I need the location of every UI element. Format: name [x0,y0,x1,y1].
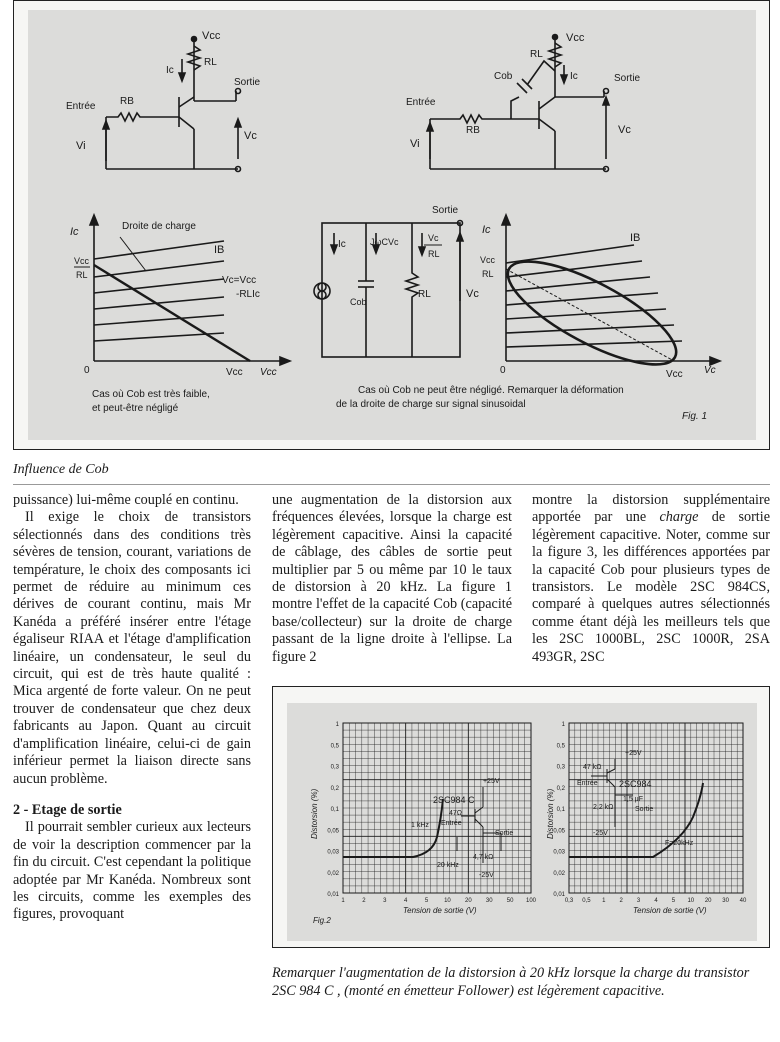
left-ytick: 0,02 [327,870,339,877]
label-rl-m: RL [418,289,431,300]
right-vplus: +25V [625,750,642,757]
distortion-graph-right [553,722,747,904]
figure-2-caption: Remarquer l'augmentation de la distorsion à 20 kHz lorsque la charge du transistor 2SC 984 C , (monté en émetteur Follower) est légèrement capacitive. [272,965,750,999]
label-jwcvc: JωCVc [370,237,399,247]
label-vi: Vi [76,140,86,152]
right-xtick: 5 [671,898,676,904]
note-left-2: et peut-être négligé [92,403,179,414]
label-ic-g: Ic [70,226,79,238]
left-vplus: +25V [483,778,500,785]
left-entree: Entrée [441,820,462,827]
xlabel-right: Tension de sortie (V) [633,906,707,915]
column-1 [13,492,251,924]
right-xtick: 10 [687,898,695,904]
label-sortie-m: Sortie [432,205,459,216]
label-vcc-r: Vcc [566,32,585,44]
left-xtick: 30 [485,898,493,904]
left-xtick: 3 [383,898,387,904]
right-ytick: 0,2 [556,785,565,792]
left-f1: 1 kHz [411,822,429,829]
right-ytick: 0,1 [556,807,565,813]
left-f2: 20 kHz [437,862,459,869]
right-r2: 2,2 kΩ [593,804,614,811]
xlabel-left: Tension de sortie (V) [403,906,477,915]
right-xtick: 30 [722,898,729,904]
label-vc-r: Vc [618,124,631,136]
label-origin-gr: 0 [500,365,506,376]
right-part: 2SC984 [619,779,652,789]
label-entree-r: Entrée [406,97,436,108]
right-ytick: 0,02 [553,870,565,877]
left-sortie: Sortie [495,830,514,837]
ylabel-right: Distorsion (%) [546,788,555,839]
left-vminus: -25V [479,872,494,879]
left-ytick: 0,1 [330,807,339,813]
label-cob-r: Cob [494,71,513,82]
right-c: 1,5 μF [623,796,643,803]
left-ytick: 0,3 [330,764,339,771]
right-ytick: 0,03 [553,849,565,856]
left-xtick: 4 [403,898,408,904]
right-ytick: 0,05 [553,828,565,835]
label-vi-r: Vi [410,138,420,150]
label-rl-r: RL [530,49,543,60]
label-rl-den-m: RL [428,249,440,259]
label-cob-m: Cob [350,297,367,307]
left-xtick: 20 [464,898,472,904]
label-rb: RB [120,96,134,107]
col1-p3: Il pourrait sembler curieux aux lecteurs de voir la description commencer par la fin du circuit. C'est cependant la politique adoptée par Mr Kanéda. Nombreux sont les circuits, comme les exemples des figures, provoquant [13,819,251,923]
figure-2-drawing [273,687,771,949]
label-vc-num: Vc [428,233,439,243]
right-sortie: Sortie [635,806,654,813]
left-ytick: 0,03 [327,849,339,856]
right-entree: Entrée [577,780,598,787]
label-rl-den: RL [76,270,88,280]
right-xtick: 0,3 [564,898,574,904]
label-ib: IB [214,244,225,256]
distortion-graph-left [327,722,536,904]
left-xtick: 2 [362,898,366,904]
right-xtick: 3 [636,898,641,904]
note-left-1: Cas où Cob est très faible, [92,389,210,400]
label-droite: Droite de charge [122,221,196,232]
divider [13,484,770,485]
right-vminus: -25V [593,830,608,837]
label-rl-den-gr: RL [482,269,494,279]
left-ytick: 0,5 [330,743,339,750]
right-xtick: 1 [602,898,606,904]
label-vcc-num: Vcc [74,256,90,266]
fig1-label: Fig. 1 [682,411,708,422]
ylabel-left: Distorsion (%) [310,788,319,839]
circuit-right [406,32,641,172]
section-heading: 2 - Etage de sortie [13,801,122,818]
label-origin: 0 [84,365,90,376]
left-ytick: 1 [335,722,339,728]
right-xtick: 4 [654,898,658,904]
label-vcc-num-gr: Vcc [480,255,496,265]
figure-1 [13,0,770,450]
right-ytick: 0,01 [553,892,565,898]
label-vcc: Vcc [202,30,221,42]
label-vcc-axis2: Vcc [260,367,277,378]
col3-p1: montre la distorsion supplémentaire apportée par une charge de sortie légèrement capacitive. Noter, comme sur la figure 3, les différences apportées par la capacité Cob pour plusieurs types de transistors. Le modèle 2SC 984CS, comparé à quelques autres sélectionnés comme étant déjà les meilleurs tels que les 2SC 1000BL, 2SC 1000R, 2SA 493GR, 2SC [532,492,770,665]
figure-2 [272,686,770,948]
figure-1-drawing [14,1,771,451]
right-ytick: 0,5 [556,743,565,750]
left-xtick: 10 [444,898,451,904]
col1-p2: Il exige le choix de transistors sélectionnés dans des conditions très sévères de tension, courant, variations de température, le choix des composants ici permet de réduire au minimum ces dérives de courant continu, mais Mr Kanéda a préféré insérer entre l'étage égaliseur RIAA et l'étage d'amplification linéaire, un condensateur, le seul du circuit, qui est de très haute qualité : Mica argenté de forte valeur. On ne peut trouver de condensateur que chez deux fabricants au Japon. Quant au circuit d'amplification linéaire, celui-ci de gain inférieur permet la liaison directe sans aucun problème. [13,509,251,787]
label-sortie-r: Sortie [614,73,641,84]
label-ic-m: Ic [338,239,346,250]
column-3 [532,492,770,666]
left-xtick: 1 [341,898,345,904]
label-vcc-gr: Vcc [666,369,683,380]
right-freq: F=20kHz [665,840,694,847]
label-eq1: Vc=Vcc [222,275,257,286]
label-ic: Ic [166,65,174,76]
label-entree: Entrée [66,101,96,112]
right-xtick: 20 [704,898,712,904]
figure-1-caption: Influence de Cob [13,462,109,477]
right-xtick: 2 [619,898,623,904]
label-ic-r: Ic [570,71,578,82]
label-eq2: -RLIc [236,289,260,300]
left-ytick: 0,05 [327,828,339,835]
graph-right [480,215,720,384]
note-right-1: Cas où Cob ne peut être négligé. Remarquer la déformation [358,385,624,396]
note-right-2: de la droite de charge sur signal sinusoidal [336,399,526,410]
left-ytick: 0,2 [330,785,339,792]
circuit-left [66,30,261,172]
right-ytick: 1 [561,722,565,728]
right-xtick: 0,5 [582,898,591,904]
left-xtick: 100 [525,898,537,904]
label-ic-gr: Ic [482,224,491,236]
left-xtick: 50 [506,898,514,904]
label-vcc-axis: Vcc [226,367,243,378]
circuit-mid [314,205,479,357]
label-ib-gr: IB [630,232,641,244]
left-ytick: 0,01 [327,892,339,898]
right-r1: 47 kΩ [583,764,602,771]
column-2 [272,492,512,666]
label-vc-gr: Vc [704,365,716,376]
col1-p1: puissance) lui-même couplé en continu. [13,492,239,508]
col2-p1: une augmentation de la distorsion aux fréquences élevées, lorsque la charge est légèrement capacitive. Ainsi la capacité de câblage, des câbles de sortie peut multiplier par 5 ou même par 10 le taux de distorsion à 20 kHz. La figure 1 montre l'effet de la capacité Cob (capacité base/collecteur) sur la droite de charge passant de la ligne droite à l'ellipse. La figure 2 [272,492,512,665]
left-r1: 47Ω [449,810,463,817]
right-ytick: 0,3 [556,764,565,771]
right-xtick: 40 [739,898,747,904]
left-part: 2SC984 C [433,795,475,805]
label-vc: Vc [244,130,257,142]
fig2-label: Fig.2 [313,916,331,925]
graph-left [70,215,290,378]
label-rb-r: RB [466,125,480,136]
label-sortie: Sortie [234,77,261,88]
left-xtick: 5 [424,898,429,904]
label-vc-m: Vc [466,288,479,300]
left-r2: 4,7 kΩ [473,854,494,861]
label-rl: RL [204,57,217,68]
